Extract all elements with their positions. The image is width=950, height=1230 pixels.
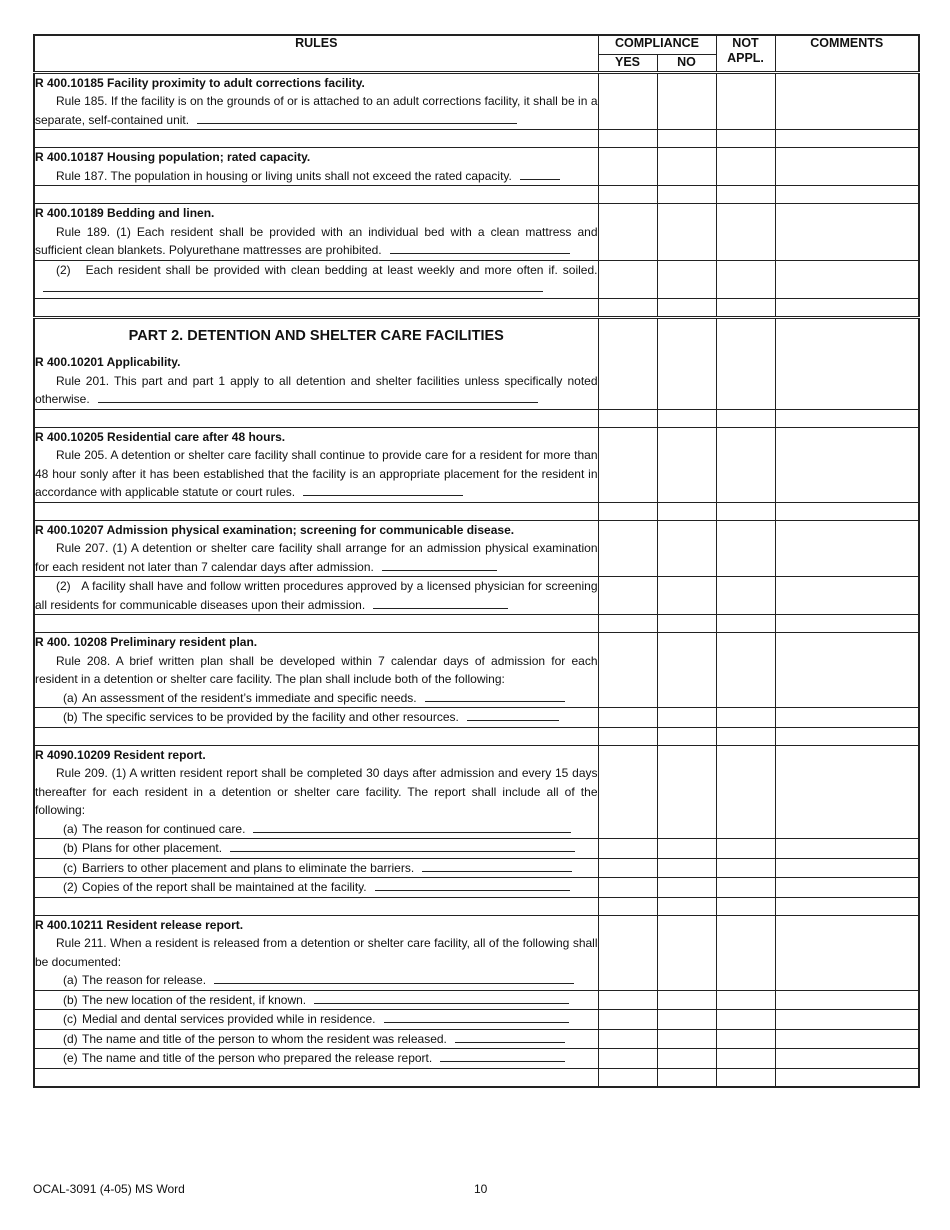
answer-line <box>467 719 559 721</box>
rule-text: Rule 189. (1) Each resident shall be provided with an individual bed with a clean mattress and sufficient clean blankets. Polyurethane mattresses are prohibited. <box>35 224 598 257</box>
rule-title: R 400.10207 Admission physical examination; screening for communicable disease. <box>35 522 515 537</box>
no-cell[interactable] <box>657 878 716 898</box>
yes-cell[interactable] <box>598 260 657 298</box>
comments-cell[interactable] <box>775 878 919 898</box>
rule-row-211-a <box>34 915 919 990</box>
part-heading: PART 2. DETENTION AND SHELTER CARE FACILITIES <box>128 327 504 344</box>
rule-title: R 400.10211 Resident release report. <box>35 917 244 932</box>
yes-column-header: YES <box>598 54 657 72</box>
comments-cell[interactable] <box>775 520 919 577</box>
yes-cell[interactable] <box>598 72 657 130</box>
yes-cell[interactable] <box>598 745 657 839</box>
rule-row-189-1 <box>34 204 919 261</box>
no-cell[interactable] <box>657 745 716 839</box>
comments-cell[interactable] <box>775 915 919 990</box>
answer-line <box>390 252 570 254</box>
not-appl-cell[interactable] <box>716 990 775 1010</box>
comments-cell[interactable] <box>775 708 919 728</box>
not-appl-cell[interactable] <box>716 915 775 990</box>
no-cell[interactable] <box>657 577 716 615</box>
answer-line <box>303 494 463 496</box>
answer-line <box>253 831 571 833</box>
yes-cell[interactable] <box>598 1010 657 1030</box>
not-appl-cell[interactable] <box>716 427 775 502</box>
not-appl-cell[interactable] <box>716 839 775 859</box>
answer-line <box>520 178 560 180</box>
answer-line <box>43 290 543 292</box>
answer-line <box>375 889 570 891</box>
rule-text: Rule 205. A detention or shelter care facility shall continue to provide care for a resident for more than 48 hour sonly after it has been established that the facility is an appropriate placement for the resident in accordance with applicable statute or court rules. <box>35 448 598 499</box>
no-cell[interactable] <box>657 839 716 859</box>
comments-cell[interactable] <box>775 839 919 859</box>
not-appl-line1: NOT <box>732 36 759 50</box>
not-appl-line2: APPL. <box>727 51 764 65</box>
comments-cell[interactable] <box>775 745 919 839</box>
list-item: (c) Barriers to other placement and plans to eliminate the barriers. <box>35 859 598 878</box>
yes-cell[interactable] <box>598 427 657 502</box>
yes-cell[interactable] <box>598 858 657 878</box>
list-item: (a) An assessment of the resident’s immediate and specific needs. <box>35 689 598 708</box>
no-cell[interactable] <box>657 204 716 261</box>
yes-cell[interactable] <box>598 990 657 1010</box>
answer-line <box>422 870 572 872</box>
comments-cell[interactable] <box>775 858 919 878</box>
list-item: (d) The name and title of the person to whom the resident was released. <box>35 1030 598 1049</box>
comments-cell[interactable] <box>775 633 919 708</box>
answer-line <box>214 982 574 984</box>
rule-row-208-a <box>34 633 919 708</box>
list-item: (b) The new location of the resident, if known. <box>35 991 598 1010</box>
answer-line <box>230 850 575 852</box>
not-appl-cell[interactable] <box>716 148 775 186</box>
yes-cell[interactable] <box>598 1049 657 1069</box>
no-cell[interactable] <box>657 427 716 502</box>
not-appl-cell[interactable] <box>716 72 775 130</box>
rule-title: R 400.10187 Housing population; rated capacity. <box>35 150 311 164</box>
no-cell[interactable] <box>657 633 716 708</box>
rule-row-209-2 <box>34 878 919 898</box>
answer-line <box>197 122 517 124</box>
rule-row-211-d <box>34 1029 919 1049</box>
rules-compliance-table <box>33 34 920 1088</box>
rule-row-209-a <box>34 745 919 839</box>
comments-cell[interactable] <box>775 260 919 298</box>
not-appl-cell[interactable] <box>716 858 775 878</box>
rule-title: R 400.10201 Applicability. <box>35 355 181 369</box>
rule-text: Rule 211. When a resident is released from a detention or shelter care facility, all of the following shall be documented: <box>35 936 598 969</box>
answer-line <box>440 1060 565 1062</box>
answer-line <box>314 1002 569 1004</box>
rule-title: R 400.10185 Facility proximity to adult corrections facility. <box>35 75 365 90</box>
rule-row-211-e <box>34 1049 919 1069</box>
rule-row-207-2 <box>34 577 919 615</box>
comments-cell[interactable] <box>775 427 919 502</box>
comments-cell[interactable] <box>775 72 919 130</box>
rule-text: (2) A facility shall have and follow written procedures approved by a licensed physician for screening all residents for communicable diseases upon their admission. <box>35 579 598 612</box>
compliance-column-header: COMPLIANCE <box>598 35 716 54</box>
list-item: (c) Medial and dental services provided while in residence. <box>35 1010 598 1029</box>
not-appl-cell[interactable] <box>716 1010 775 1030</box>
answer-line <box>384 1021 569 1023</box>
no-cell[interactable] <box>657 148 716 186</box>
yes-cell[interactable] <box>598 148 657 186</box>
comments-cell[interactable] <box>775 1029 919 1049</box>
rule-title: R 400.10205 Residential care after 48 hours. <box>35 429 286 444</box>
answer-line <box>455 1041 565 1043</box>
rule-row-207-1 <box>34 520 919 577</box>
page-number: 10 <box>474 1182 488 1196</box>
not-appl-cell[interactable] <box>716 1029 775 1049</box>
rule-text: (2) Each resident shall be provided with clean bedding at least weekly and more often if. soiled. <box>35 261 598 298</box>
no-cell[interactable] <box>657 1049 716 1069</box>
rule-row-211-b <box>34 990 919 1010</box>
form-id: OCAL-3091 (4-05) MS Word <box>33 1182 185 1196</box>
comments-cell[interactable] <box>775 204 919 261</box>
rule-row-211-c <box>34 1010 919 1030</box>
rule-title: R 400.10189 Bedding and linen. <box>35 206 215 220</box>
comments-cell[interactable] <box>775 990 919 1010</box>
rule-row-201 <box>34 317 919 409</box>
rule-title: R 400. 10208 Preliminary resident plan. <box>35 635 258 649</box>
no-cell[interactable] <box>657 1010 716 1030</box>
rule-text: Rule 187. The population in housing or living units shall not exceed the rated capacity. <box>35 167 598 186</box>
yes-cell[interactable] <box>598 577 657 615</box>
list-item: (b) The specific services to be provided by the facility and other resources. <box>35 708 598 727</box>
rule-row-189-2 <box>34 260 919 298</box>
list-item: (b) Plans for other placement. <box>35 839 598 858</box>
yes-cell[interactable] <box>598 204 657 261</box>
comments-cell[interactable] <box>775 1049 919 1069</box>
not-appl-cell[interactable] <box>716 260 775 298</box>
rule-text: Rule 209. (1) A written resident report shall be completed 30 days after admission and every 15 days thereafter for each resident in a detention or shelter care facility. The report shall include all of the following: <box>35 766 598 817</box>
rules-column-header: RULES <box>34 35 598 72</box>
yes-cell[interactable] <box>598 878 657 898</box>
rule-row-208-b <box>34 708 919 728</box>
no-column-header: NO <box>657 54 716 72</box>
no-cell[interactable] <box>657 915 716 990</box>
rule-row-187 <box>34 148 919 186</box>
no-cell[interactable] <box>657 708 716 728</box>
yes-cell[interactable] <box>598 915 657 990</box>
rule-row-185 <box>34 72 919 130</box>
no-cell[interactable] <box>657 520 716 577</box>
not-appl-cell[interactable] <box>716 878 775 898</box>
answer-line <box>373 607 508 609</box>
comments-cell[interactable] <box>775 148 919 186</box>
list-item: (a) The reason for continued care. <box>35 820 598 839</box>
yes-cell[interactable] <box>598 317 657 409</box>
answer-line <box>98 401 538 403</box>
rule-title: R 4090.10209 Resident report. <box>35 747 206 762</box>
no-cell[interactable] <box>657 858 716 878</box>
yes-cell[interactable] <box>598 520 657 577</box>
list-item: (e) The name and title of the person who prepared the release report. <box>35 1049 598 1068</box>
rule-row-205 <box>34 427 919 502</box>
no-cell[interactable] <box>657 317 716 409</box>
not-appl-cell[interactable] <box>716 1049 775 1069</box>
comments-cell[interactable] <box>775 317 919 409</box>
comments-cell[interactable] <box>775 577 919 615</box>
not-appl-cell[interactable] <box>716 577 775 615</box>
rule-row-209-c <box>34 858 919 878</box>
not-appl-cell[interactable] <box>716 708 775 728</box>
rule-text: Rule 208. A brief written plan shall be developed within 7 calendar days of admission for each resident in a detention or shelter care facility. The plan shall include both of the following: <box>35 653 598 686</box>
not-appl-cell[interactable] <box>716 520 775 577</box>
no-cell[interactable] <box>657 260 716 298</box>
yes-cell[interactable] <box>598 1029 657 1049</box>
list-item: (2) Copies of the report shall be maintained at the facility. <box>35 878 598 897</box>
not-appl-cell[interactable] <box>716 317 775 409</box>
rule-text: Rule 185. If the facility is on the grounds of or is attached to an adult corrections facility, it shall be in a separate, self-contained unit. <box>35 94 598 127</box>
no-cell[interactable] <box>657 1029 716 1049</box>
not-appl-cell[interactable] <box>716 633 775 708</box>
yes-cell[interactable] <box>598 633 657 708</box>
not-applicable-column-header <box>716 35 775 72</box>
yes-cell[interactable] <box>598 839 657 859</box>
no-cell[interactable] <box>657 990 716 1010</box>
answer-line <box>425 700 565 702</box>
rule-text: Rule 207. (1) A detention or shelter care facility shall arrange for an admission physical examination for each resident not later than 7 calendar days after admission. <box>35 541 598 574</box>
comments-cell[interactable] <box>775 1010 919 1030</box>
comments-column-header: COMMENTS <box>775 35 919 72</box>
list-item: (a) The reason for release. <box>35 971 598 990</box>
rule-text: Rule 201. This part and part 1 apply to all detention and shelter facilities unless specifically noted otherwise. <box>35 373 598 406</box>
no-cell[interactable] <box>657 72 716 130</box>
not-appl-cell[interactable] <box>716 204 775 261</box>
rule-row-209-b <box>34 839 919 859</box>
answer-line <box>382 569 497 571</box>
not-appl-cell[interactable] <box>716 745 775 839</box>
yes-cell[interactable] <box>598 708 657 728</box>
